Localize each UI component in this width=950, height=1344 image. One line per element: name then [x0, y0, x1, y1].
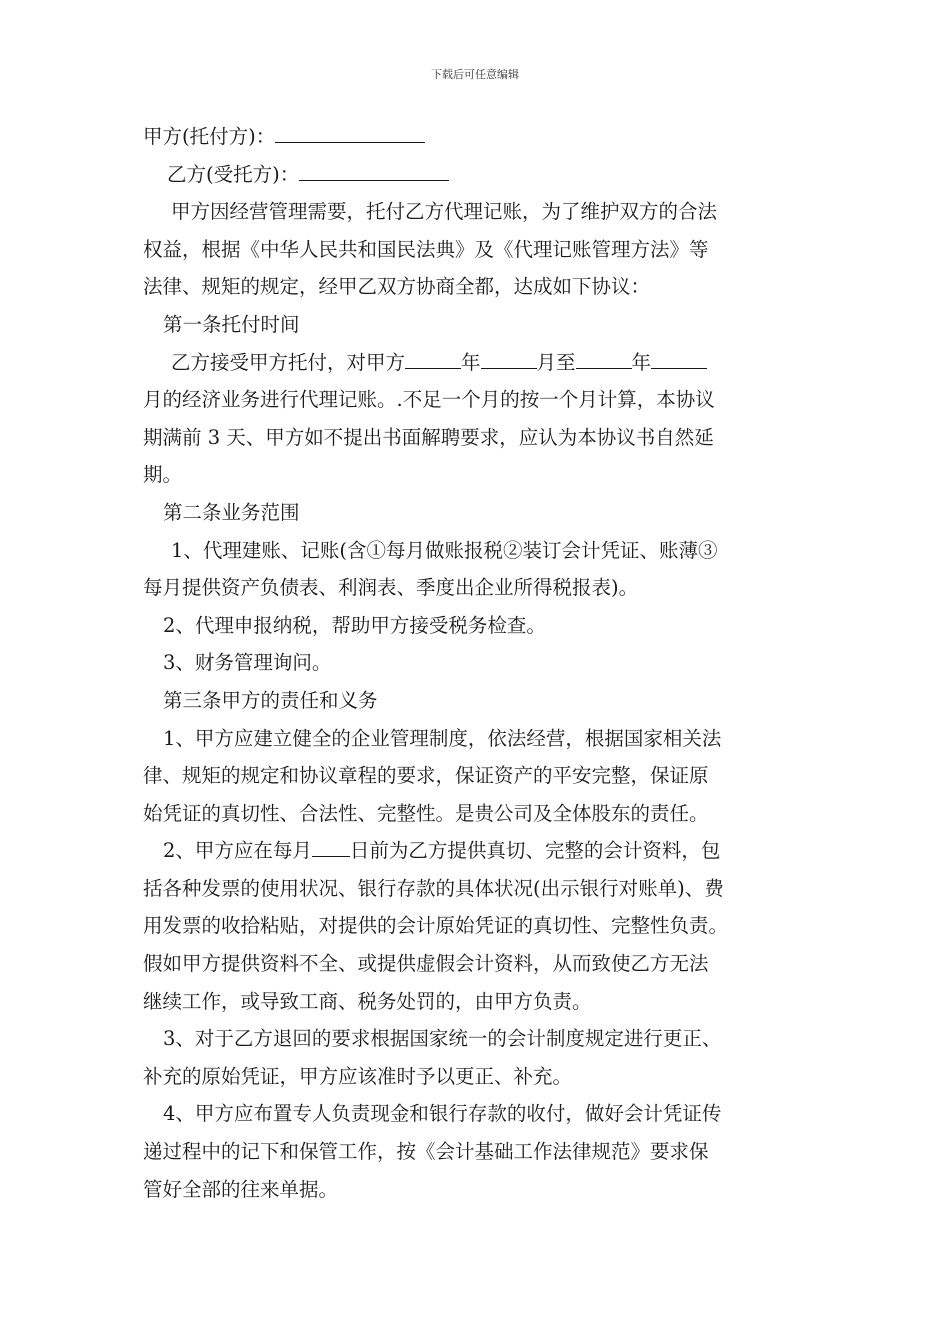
- article3-item2: 继续工作，或导致工商、税务处罚的，由甲方负责。: [143, 989, 592, 1013]
- start-year-blank[interactable]: [405, 344, 461, 369]
- year-text: 年: [631, 350, 652, 374]
- article3-item2: 假如甲方提供资料不全、或提供虚假会计资料，从而致使乙方无法: [143, 952, 709, 976]
- party-a-blank[interactable]: [275, 118, 425, 143]
- party-b-line: [143, 156, 818, 194]
- month-to-text: 月至: [536, 350, 576, 374]
- article3-item3: 3、对于乙方退回的要求根据国家统一的会计制度规定进行更正、: [163, 1027, 722, 1051]
- article1-title: 第一条托付时间: [163, 312, 300, 336]
- article3-item2-first: [143, 832, 818, 870]
- item2-text: 日前为乙方提供真切、完整的会计资料，包: [349, 839, 721, 863]
- page-header: 下载后可任意编辑: [431, 68, 519, 81]
- intro-line: 权益，根据《中华人民共和国民法典》及《代理记账管理方法》等: [143, 237, 709, 261]
- article3-item2: 用发票的收拾粘贴，对提供的会计原始凭证的真切性、完整性负责。: [143, 914, 729, 938]
- end-year-blank[interactable]: [576, 344, 632, 369]
- article3-item4: 4、甲方应布置专人负责现金和银行存款的收付，做好会计凭证传: [163, 1102, 722, 1126]
- article3-item1: 律、规矩的规定和协议章程的要求，保证资产的平安完整，保证原: [143, 764, 709, 788]
- article1-line: 月的经济业务进行代理记账。.不足一个月的按一个月计算，本协议: [143, 388, 715, 412]
- party-b-blank[interactable]: [299, 156, 449, 181]
- day-blank[interactable]: [312, 832, 350, 857]
- article2-item: 2、代理申报纳税，帮助甲方接受税务检查。: [163, 613, 546, 637]
- article1-period-line: [143, 344, 818, 382]
- article3-item4: 管好全部的往来单据。: [143, 1177, 339, 1201]
- article2-item: 3、财务管理询问。: [163, 651, 332, 675]
- item2-text: 2、甲方应在每月: [163, 839, 312, 863]
- article1-line: 期。: [143, 463, 183, 487]
- period-text: 乙方接受甲方托付，对甲方: [171, 350, 406, 374]
- intro-line: 甲方因经营管理需要，托付乙方代理记账，为了维护双方的合法: [171, 200, 718, 224]
- article3-item3: 补充的原始凭证，甲方应该准时予以更正、补充。: [143, 1064, 573, 1088]
- article1-line: 期满前 3 天、甲方如不提出书面解聘要求，应认为本协议书自然延: [143, 425, 714, 449]
- article3-title: 第三条甲方的责任和义务: [163, 688, 378, 712]
- party-b-label: 乙方(受托方)：: [167, 162, 300, 186]
- article3-item1: 始凭证的真切性、合法性、完整性。是贵公司及全体股东的责任。: [143, 801, 709, 825]
- article2-item: 1、代理建账、记账(含①每月做账报税②装订会计凭证、账薄③: [171, 538, 718, 562]
- article2-item: 每月提供资产负债表、利润表、季度出企业所得税报表)。: [143, 576, 639, 600]
- end-month-blank[interactable]: [651, 344, 707, 369]
- article3-item1: 1、甲方应建立健全的企业管理制度，依法经营，根据国家相关法: [163, 726, 722, 750]
- intro-line: 法律、规矩的规定，经甲乙双方协商全都，达成如下协议：: [143, 275, 651, 299]
- party-a-label: 甲方(托付方)：: [143, 125, 276, 148]
- article3-item4: 递过程中的记下和保管工作，按《会计基础工作法律规范》要求保: [143, 1140, 709, 1164]
- article3-item2: 括各种发票的使用状况、银行存款的具体状况(出示银行对账单)、费: [143, 876, 724, 900]
- start-month-blank[interactable]: [481, 344, 537, 369]
- contract-body: [143, 118, 818, 1208]
- year-text: 年: [461, 350, 481, 374]
- article2-title: 第二条业务范围: [163, 500, 300, 524]
- party-a-line: [143, 118, 818, 156]
